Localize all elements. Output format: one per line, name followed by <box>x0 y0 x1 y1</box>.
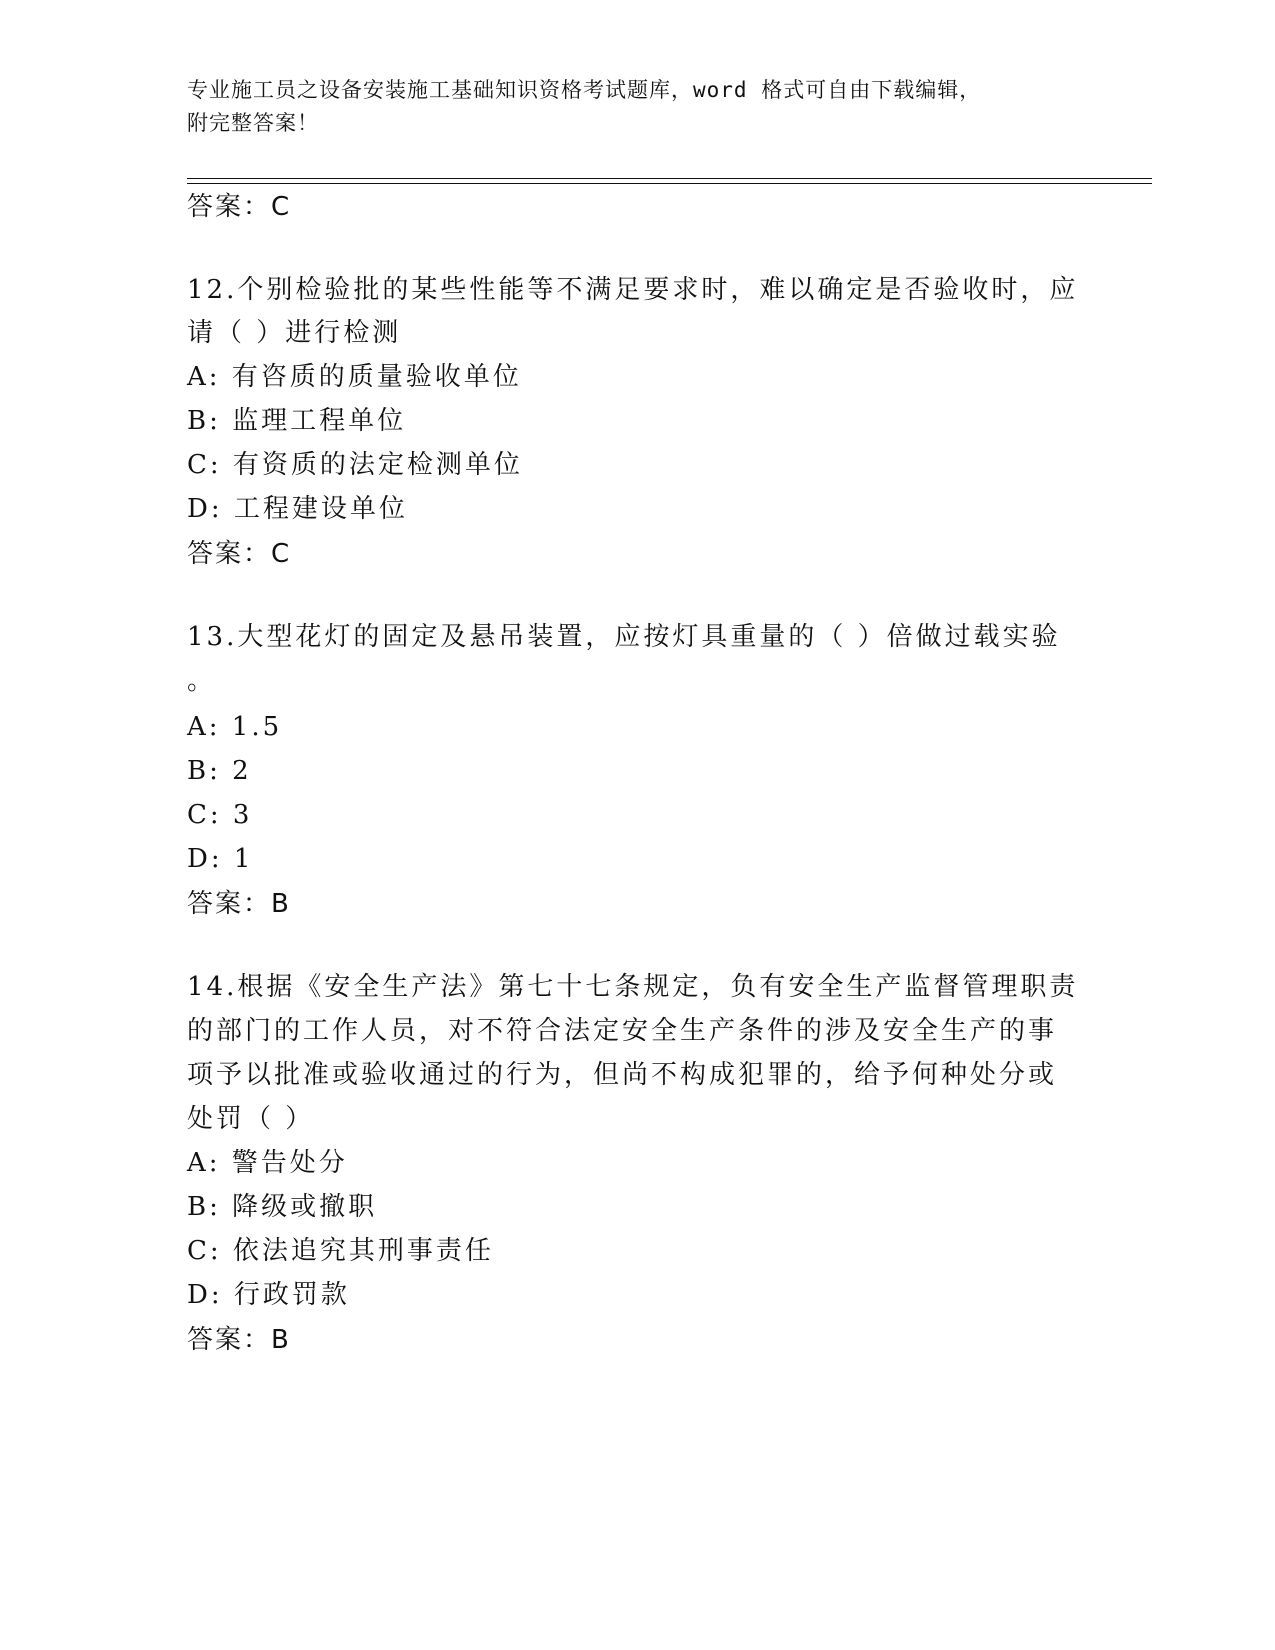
header-line-1: 专业施工员之设备安装施工基础知识资格考试题库，word 格式可自由下载编辑， <box>187 78 982 102</box>
question-14-text-line-1: 14.根据《安全生产法》第七十七条规定，负有安全生产监督管理职责 <box>187 972 1079 1002</box>
question-13-text-line-2: 。 <box>187 666 217 696</box>
question-14-text-line-2: 的部门的工作人员，对不符合法定安全生产条件的涉及安全生产的事 <box>187 1016 1058 1046</box>
question-14-option-a: A: 警告处分 <box>187 1148 348 1178</box>
question-12-answer: 答案：C <box>187 539 292 569</box>
question-13-text-line-1: 13.大型花灯的固定及悬吊装置，应按灯具重量的（ ）倍做过载实验 <box>187 622 1061 652</box>
question-13-option-a: A: 1.5 <box>187 712 283 742</box>
question-12-option-d: D: 工程建设单位 <box>187 494 408 524</box>
question-13-option-d: D: 1 <box>187 844 254 874</box>
header-divider-top <box>187 178 1152 179</box>
header-line-2: 附完整答案！ <box>187 111 319 135</box>
question-12-option-b: B: 监理工程单位 <box>187 406 407 436</box>
question-13-answer: 答案：B <box>187 889 291 919</box>
question-13-option-c: C: 3 <box>187 800 253 830</box>
question-13-option-b: B: 2 <box>187 756 252 786</box>
question-14-option-d: D: 行政罚款 <box>187 1280 350 1310</box>
header-divider-bottom <box>187 183 1152 184</box>
document-header <box>187 74 1087 140</box>
question-12-text-line-2: 请（ ）进行检测 <box>187 318 402 348</box>
question-14-option-b: B: 降级或撤职 <box>187 1192 378 1222</box>
question-14-text-line-4: 处罚（ ） <box>187 1104 315 1134</box>
question-14-text-line-3: 项予以批准或验收通过的行为，但尚不构成犯罪的，给予何种处分或 <box>187 1060 1058 1090</box>
question-14-answer: 答案：B <box>187 1325 291 1355</box>
question-12-text-line-1: 12.个别检验批的某些性能等不满足要求时，难以确定是否验收时，应 <box>187 275 1079 305</box>
previous-answer: 答案：C <box>187 192 292 222</box>
question-12-option-c: C: 有资质的法定检测单位 <box>187 450 523 480</box>
question-12-option-a: A: 有咨质的质量验收单位 <box>187 362 522 392</box>
question-14-option-c: C: 依法追究其刑事责任 <box>187 1236 494 1266</box>
